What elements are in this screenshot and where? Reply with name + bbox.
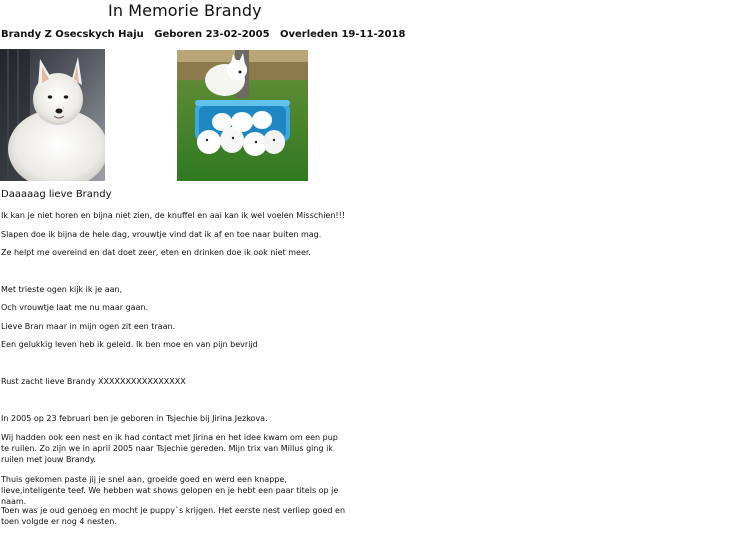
dog-portrait-image: [0, 49, 105, 181]
story-paragraph: In 2005 op 23 februari ben je geboren in Tsjechie bij Jirina Jezkova.: [1, 414, 268, 423]
story-paragraph: Wij hadden ook een nest en ik had contact met Jirina en het idee kwam om een pup te ruilen. Zo zijn we in april 2005 naar Tsjechie gereden. Mijn trix van Millus ging ik ruilen met jouw Brandy.: [1, 433, 338, 464]
dog-with-puppies-image: [177, 50, 308, 181]
farewell-line: Rust zacht lieve Brandy XXXXXXXXXXXXXXXX: [1, 377, 186, 386]
memorial-line: Ze helpt me overeind en dat doet zeer, eten en drinken doe ik ook niet meer.: [1, 248, 311, 257]
poem-line: Lieve Bran maar in mijn ogen zit een traan.: [1, 322, 176, 331]
greeting-text: Daaaaag lieve Brandy: [1, 189, 112, 200]
page-title: In Memorie Brandy: [108, 1, 262, 20]
poem-line: Een gelukkig leven heb ik geleid. Ik ben moe en van pijn bevrijd: [1, 340, 258, 349]
memorial-line: Ik kan je niet horen en bijna niet zien, de knuffel en aai kan ik wel voelen Misschien!!!: [1, 211, 346, 220]
poem-line: Och vrouwtje laat me nu maar gaan.: [1, 303, 149, 312]
page-subtitle: Brandy Z Osecskych Haju Geboren 23-02-2005 Overleden 19-11-2018: [1, 29, 406, 40]
story-paragraph: Toen was je oud genoeg en mocht je puppy`s krijgen. Het eerste nest verliep goed en toen volgde er nog 4 nesten.: [1, 506, 346, 526]
memorial-line: Slapen doe ik bijna de hele dag, vrouwtje vind dat ik af en toe naar buiten mag.: [1, 230, 322, 239]
poem-line: Met trieste ogen kijk ik je aan,: [1, 285, 123, 294]
story-paragraph: Thuis gekomen paste jij je snel aan, groeide goed en werd een knappe, lieve,inteligente teef. We hebben wat shows gelopen en je hebt een paar titels op je naam.: [1, 475, 339, 506]
